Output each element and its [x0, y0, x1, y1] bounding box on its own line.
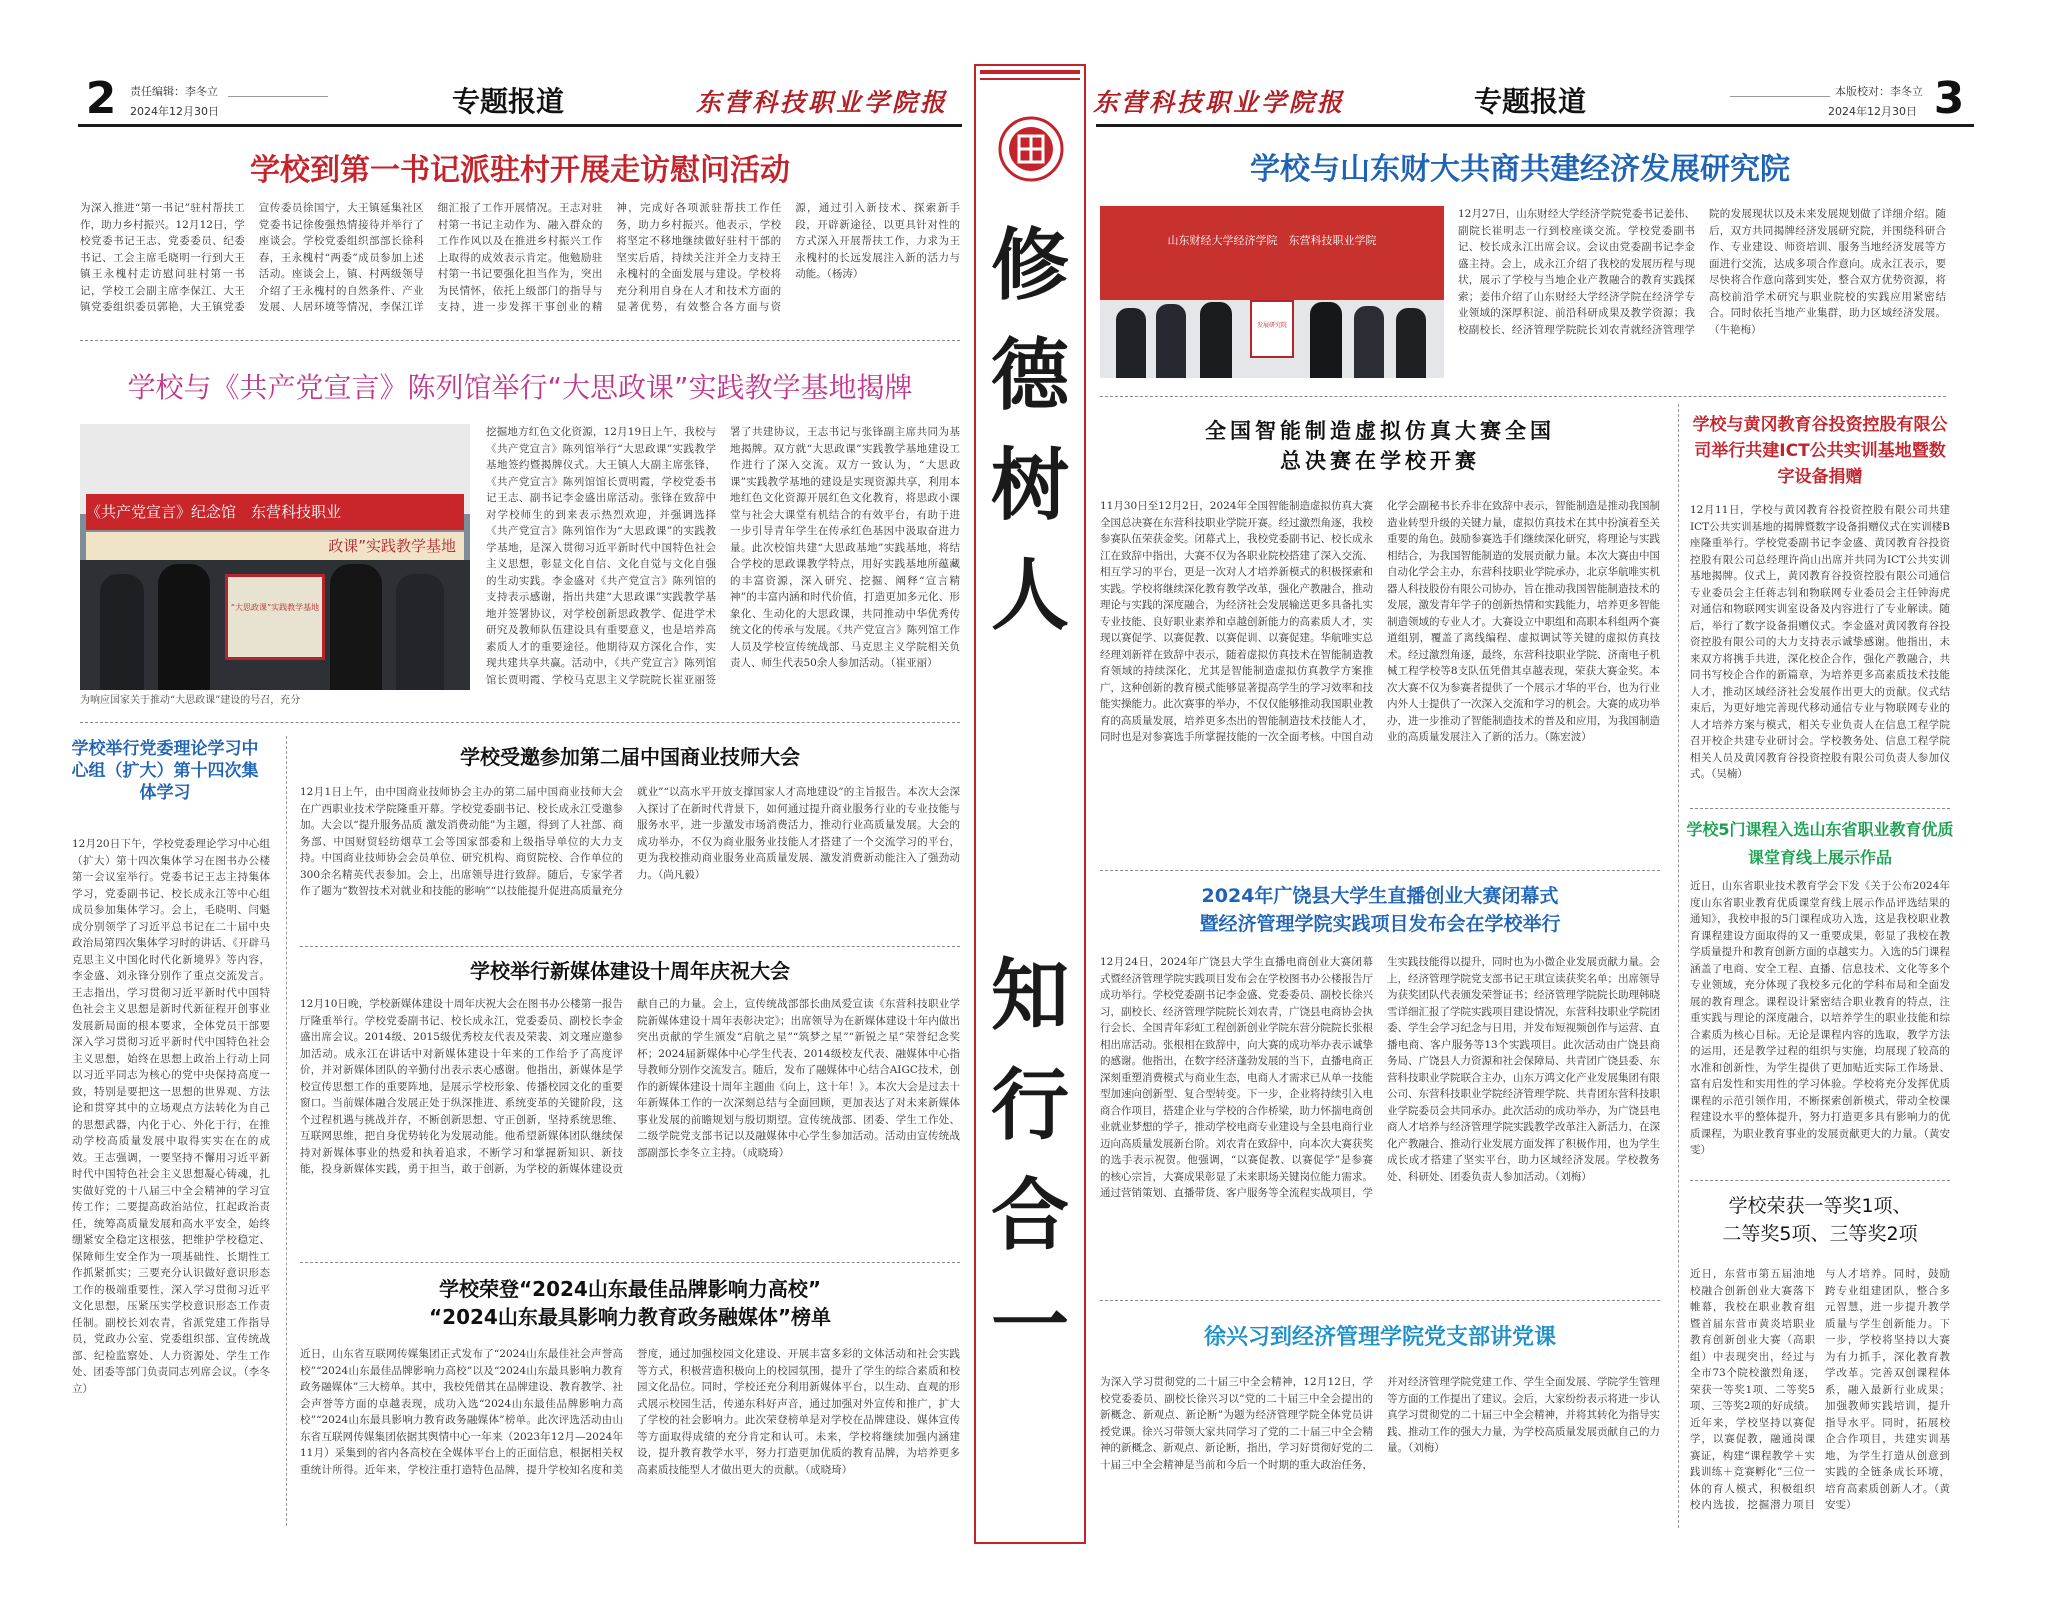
photo-banner: 山东财经大学经济学院 东营科技职业学院 — [1167, 234, 1377, 247]
article-body-c2: 近日，山东省职业技术教育学会下发《关于公布2024年度山东省职业教育优质课堂育线上展示作品评选结果的通知》，我校申报的5门课程成功入选，这是我校职业教育课程建设方面取得的又一重要成果，彰显了我校在教学质量提升和教育创新方面的卓越实力。入选的5门课程涵盖了电商、安全工程、直播、信息技术、文化等多个专业领域，充分体现了我校多元化的学科布局和全面发展的教育理念。课程设计紧密结合职业教育的特点，注重实践与理论的深度融合，以培养学生的职业技能和综合素质为核心目标。无论是课程内容的选取，教学方法的运用，还是教学过程的组织与实施，均展现了较高的水准和创新性，为学生提供了更加贴近实际工作场景、富有启发性和实用性的学习体验。学校将充分发挥优质课程的示范引领作用，不断探索创新模式，带动全校课程建设水平的整体提升，努力打造更多具有影响力的优质课程，为职业教育事业的发展贡献更大的力量。（黄安雯） — [1690, 880, 1950, 1156]
section-title-left: 专题报道 — [452, 85, 565, 118]
photo-plaque: “大思政课”实践教学基地 — [230, 603, 320, 612]
article-body-c3: 近日，东营市第五届油地校融合创新创业大赛落下帷幕，我校在职业教育组暨首届东营市黄炎培职业教育创新创业大赛（高职组）中表现突出，经过与全市73个院校激烈角逐，荣获一等奖1项、二等奖5项、三等奖2项的好成绩。近年来，学校坚持以赛促学，以赛促教，融通岗课赛证，构建“课程教学＋实践训练＋竞赛孵化”三位一体的育人模式，积极组织校内选拔，挖掘潜力项目与人才培养。同时，鼓励跨专业组建团队，整合多元智慧，进一步提升教学质量与学生创新能力。下一步，学校将坚持以大赛为有力抓手，深化教育教学改革。完善双创课程体系，融入最新行业成果；加强教师实践培训，提升指导水平。同时，拓展校企合作项目，共建实训基地，为学生打造从创意到实践的全链条成长环境，培育高素质创新人才。（黄安雯） — [1690, 1268, 1950, 1511]
editor-left: 责任编辑：李冬立 — [130, 85, 218, 98]
article-body-b2: 11月30日至12月2日，2024年全国智能制造虚拟仿真大赛全国总决赛在东营科技职业学院开赛。经过激烈角逐，我校参赛队伍荣获金奖。闭幕式上，我校党委副书记、校长成永江在致辞中指出，大赛不仅为各职业院校搭建了深入交流、相互学习的平台，更是一次对人才培养新模式的积极探索和实践。学校将继续深化教育教学改革，强化产教融合，推动理论与实践的深度融合，为经济社会发展输送更多具备扎实专业技能、良好职业素养和卓越创新能力的高素质人才，实现以赛促学、以赛促教、以赛促训、以赛促建。华航唯实总经理刘新祥在致辞中表示，随着虚拟仿真技术在智能制造教育领域的持续深化，尤其是智能制造虚拟仿真教学方案推广，这种创新的教育模式能够显著提高学生的学习效率和技能实操能力。此次赛事的举办，不仅仅能够推动我国职业教育的高质量发展，培养更多杰出的智能制造技术技能人才，同时也是对参赛选手所掌握技能的一次全面考核。中国自动化学会副秘书长乔非在致辞中表示，智能制造是推动我国制造业转型升级的关键力量，虚拟仿真技术在其中扮演着至关重要的角色。鼓励参赛选手们继续深化研究，将理论与实践相结合，为我国智能制造的发展贡献力量。本次大赛由中国自动化学会主办，东营科技职业学院承办，北京华航唯实机器人科技股份有限公司协办，旨在推动我国智能制造技术的发展，激发青年学子的创新热情和实践能力，培养更多智能制造领域的专业人才。大赛设立中职组和高职本科组两个赛道组别，覆盖了离线编程、虚拟调试等关键的虚拟仿真技术。经过激烈角逐，最终，东营科技职业学院、济南电子机械工程学校等8支队伍凭借其卓越表现，荣获大赛金奖。本次大赛不仅为参赛者提供了一个展示才华的平台，也为行业内外人士提供了一次深入交流和学习的机会。大赛的成功举办，进一步推动了智能制造技术的普及和应用，为我国制造业的高质量发展注入了新的活力。（陈宏波） — [1100, 500, 1660, 743]
spine-char: 行 — [990, 1061, 1069, 1151]
photo-plaque-unveiling — [80, 424, 470, 690]
masthead-left: 东营科技职业学院报 — [696, 88, 949, 117]
header-rule-right — [1096, 124, 1974, 127]
headline-b4: 徐兴习到经济管理学院党支部讲党课 — [1203, 1325, 1556, 1350]
headline-a6: 学校荣登“2024山东最佳品牌影响力高校” — [439, 1277, 821, 1301]
divider — [300, 1262, 960, 1263]
divider — [80, 722, 960, 723]
article-body-a2: 挖掘地方红色文化资源，12月19日上午，我校与《共产党宣言》陈列馆举行“大思政课”实践教学基地签约暨揭牌仪式。大王镇人大副主席张锋，《共产党宣言》陈列馆馆长贾明霞，学校党委书记王志、副书记李金盛出席活动。张锋在致辞中对学校师生的到来表示热烈欢迎，并强调选择《共产党宣言》陈列馆作为“大思政课”的实践教学基地，是深入贯彻习近平新时代中国特色社会主义思想，彰显文化自信、文化自觉与文化自强的生动实践。李金盛对《共产党宣言》陈列馆的支持表示感谢，指出共建“大思政课”实践教学基地并签署协议，对学校创新思政教学、促进学术研究及教师队伍建设具有重要意义，也是培养高素质人才的重要途径。他期待双方深化合作，实现共建共享共赢。活动中，《共产党宣言》陈列馆馆长贾明霞、学校马克思主义学院院长崔亚丽签署了共建协议，王志书记与张锋副主席共同为基地揭牌。双方就“大思政课”实践教学基地建设工作进行了深入交流。双方一致认为，“大思政课”实践教学基地的建设是实现资源共享，利用本地红色文化资源开展红色文化教育，将思政小课堂与社会大课堂有机结合的有效平台，有助于进一步引导青年学生在传承红色基因中汲取奋进力量。此次校馆共建“大思政基地”实践基地，将结合学校的思政课教学特点，用好实践基地所蕴藏的丰富资源，深入研究、挖掘、阐释“宣言精神”的丰富内涵和时代价值，打造更加多元化、形象化、生动化的大思政课，共同推动中华优秀传统文化的传承与发展。《共产党宣言》陈列馆工作人员及学校宣传统战部、马克思主义学院相关负责人、师生代表50余人参加活动。（崔亚丽） — [486, 426, 960, 686]
photo-banner: 政课”实践教学基地 — [86, 532, 464, 560]
spine-char: 合 — [990, 1171, 1069, 1261]
headline-c2: 学校5门课程入选山东省职业教育优质课堂育线上展示作品 — [1686, 820, 1954, 867]
divider — [1678, 404, 1679, 1528]
photo-banner: 《共产党宣言》纪念馆 东营科技职业 — [86, 494, 464, 530]
spine-char: 知 — [990, 951, 1069, 1041]
divider — [1100, 1300, 1660, 1301]
divider — [1730, 96, 1830, 97]
article-body-b1: 12月27日，山东财经大学经济学院党委书记姜伟、副院长崔明志一行到校座谈交流。学校党委副书记、校长成永江出席会议。会议由党委副书记李金盛主持。会上，成永江介绍了我校的发展历程与现状，展示了学校与当地企业产教融合的教育实践探索；姜伟介绍了山东财经大学经济学院在经济学专业领域的深厚积淀、前沿科研成果及教学资源；我校副校长、经济管理学院院长刘农青就经济管理学院的发展现状以及未来发展规划做了详细介绍。随后，双方共同揭牌经济发展研究院，并围绕科研合作、专业建设、师资培训、服务当地经济发展等方面进行交流，达成多项合作意向。成永江表示，要尽快将合作意向落到实处，整合双方优势资源，将高校前沿学术研究与职业院校的实践应用紧密结合。同时依托当地产业集群，助力区域经济发展。（牛艳梅） — [1458, 208, 1946, 336]
school-logo-icon — [998, 116, 1064, 182]
spine-char: 人 — [990, 551, 1069, 641]
article-body-c1: 12月11日，学校与黄冈教育谷投资控股有限公司共建ICT公共实训基地的揭牌暨数字设备捐赠仪式在实训楼B座隆重举行。学校党委副书记李金盛、黄冈教育谷投资控股有限公司总经理许尚山出席并共同为ICT公共实训基地揭牌。仪式上，黄冈教育谷投资控股有限公司通信专业委员会主任蒋志钊和物联网专业委员会主任钟海虎对通信和物联网实训室设备及内容进行了专业解读。随后，举行了数字设备捐赠仪式。李金盛对黄冈教育谷投资控股有限公司的大力支持表示诚挚感谢。他指出，未来双方将携手共进，深化校企合作，强化产教融合，共同书写校企合作的新篇章，为培养更多高素质技术技能人才，推动区域经济社会发展作出更大的贡献。仪式结束后，为更好地完善现代移动通信专业与物联网专业的人才培养方案与模式，相关专业负责人在信息工程学院召开校企共建专业研讨会。学校教务处、信息工程学院相关人员及黄冈教育谷投资控股有限公司负责人参加仪式。（吴楠） — [1690, 504, 1950, 780]
article-body-a3: 12月20日下午，学校党委理论学习中心组（扩大）第十四次集体学习在图书办公楼第一会议室举行。党委书记王志主持集体学习，党委副书记、校长成永江等中心组成员参加集体学习。会上，毛晓明、闫魁成分别领学了习近平总书记在二十届中央政治局第四次集体学习时的讲话、《开辟马克思主义中国化时代化新境界》等内容，李金盛、刘永锋分别作了重点交流发言。王志指出，学习贯彻习近平新时代中国特色社会主义思想是新时代新征程开创事业发展新局面的根本要求，全体党员干部要深入学习贯彻习近平新时代中国特色社会主义思想，始终在思想上政治上行动上同以习近平同志为核心的党中央保持高度一致，特别是要把这一思想的世界观、方法论和贯穿其中的立场观点方法转化为自己的思想武器，内化于心、外化于行，在推动学校高质量发展中取得实实在在的成效。王志强调，一要坚持不懈用习近平新时代中国特色社会主义思想凝心铸魂，扎实做好党的十八届三中全会精神的学习宣传工作；二要提高政治站位，扛起政治责任，统筹高质量发展和高水平安全，始终绷紧安全稳定这根弦，把维护学校稳定、保障师生安全作为一项基础性、长期性工作抓紧抓实；三要充分认识做好意识形态工作的极端重要性，深入学习贯彻习近平文化思想，压紧压实学校意识形态工作责任制。副校长刘农青，省派党建工作指导员，党政办公室、党委组织部、宣传统战部、纪检监察处、人力资源处、学生工作处、团委等部门负责同志列席会议。（李冬立） — [72, 838, 270, 1395]
headline-c3: 二等奖5项、三等奖2项 — [1722, 1223, 1918, 1245]
headline-b1: 学校与山东财大共商共建经济发展研究院 — [1250, 152, 1790, 187]
spine-char: 修 — [990, 221, 1069, 311]
headline-b3: 2024年广饶县大学生直播创业大赛闭幕式 — [1201, 885, 1559, 907]
article-body-b3: 12月24日，2024年广饶县大学生直播电商创业大赛闭幕式暨经济管理学院实践项目发布会在学校图书办公楼报告厅成功举行。学校党委副书记李金盛、党委委员、副校长徐兴习，副校长、经济管理学院院长刘农青，广饶县电商协会执行会长、全国青年彩虹工程创新创业学院东营分院院长张根相出席活动。张根相在致辞中，向大赛的成功举办表示诚挚的感谢。他指出，在数字经济蓬勃发展的当下，直播电商正深刻重塑消费模式与商业生态，电商人才需求已从单一技能型加速向创新型、复合型转变。下一步，企业将持续引入电商合作项目，搭建企业与学校的合作桥梁，助力怀揣电商创业就业梦想的学子，推动学校电商专业建设与全县电商行业迈向高质量发展新台阶。刘农青在致辞中，向本次大赛获奖的选手表示祝贺。他强调，“以赛促教、以赛促学”是参赛的核心宗旨，大赛成果彰显了未来职场关键岗位能力需求。通过营销策划、直播带货、客户服务等全流程实战项目，学生实践技能得以提升，同时也为小微企业发展贡献力量。会上，经济管理学院党支部书记王琪宣读获奖名单；出席领导为获奖团队代表颁发荣誉证书；经济管理学院院长助理韩晓雪详细汇报了学院实践项目建设情况，东营科技职业学院团委、学生会学习纪念与日用，并发布短视频创作与运营、直播电商、客户服务等13个实践项目。此次活动由广饶县商务局、广饶县人力资源和社会保障局、共青团广饶县委、东营科技职业学院联合主办，山东万鸿文化产业发展集团有限公司、东营科技职业学院经济管理学院、共青团东营科技职业学院委员会共同承办。此次活动的成功举办，为广饶县电商人才培养与经济管理学院实践教学改革注入新活力，在深化产教融合、推动行业发展方面发挥了积极作用，也为学生成长成才搭建了坚实平台，助力区域经济发展。学校教务处、科研处、团委负责人参加活动。（刘梅） — [1100, 956, 1660, 1199]
spine-top-bar — [980, 78, 1080, 80]
article-body-a4: 12月1日上午，由中国商业技师协会主办的第二届中国商业技师大会在广西职业技术学院隆重开幕。学校党委副书记、校长成永江受邀参加。大会以“提升服务品质 激发消费动能”为主题，得到了人社部、商务部、中国财贸轻纺烟草工会等国家部委和上级指导单位的大力支持。中国商业技师协会会员单位、研究机构、商贸院校、合作单位的300余名精英代表参加。会上，出席领导进行致辞。随后，专家学者作了题为“数智技术对就业和技能的影响”“以技能提升促进高质量充分就业”“以高水平开放支撑国家人才高地建设”的主旨报告。本次大会深入探讨了在新时代背景下，如何通过提升商业服务行业的专业技能与服务水平，进一步激发市场消费活力，推动行业高质量发展。大会的成功举办，不仅为商业服务业技能人才搭建了一个交流学习的平台，更为我校推动商业服务业高质量发展、激发消费新动能注入了强劲动力。（尚凡毅） — [300, 786, 960, 897]
article-body-a1: 为深入推进“第一书记”驻村帮扶工作，助力乡村振兴。12月12日，学校党委书记王志、党委委员、纪委书记、工会主席毛晓明一行到大王镇王永槐村走访慰问驻村第一书记，学校工会副主席李保江、大王镇党委组织委员郭艳，大王镇党委宣传委员徐国宁，大王镇延集社区党委书记徐俊强热情接待并举行了座谈会。学校党委组织部部长徐科春，王永槐村“两委”成员参加上述活动。座谈会上，镇、村两级领导介绍了王永槐村的自然条件、产业发展、人居环境等情况，李保江详细汇报了工作开展情况。王志对驻村第一书记主动作为、融入群众的工作作风以及在推进乡村振兴工作上取得的成效表示肯定。他勉励驻村第一书记要强化担当作为，突出为民情怀，依托上级部门的指导与支持，进一步发挥干事创业的精神，完成好各项派驻帮扶工作任务，助力乡村振兴。他表示，学校将坚定不移地继续做好驻村干部的坚实后盾，持续关注并全力支持王永槐村的全面发展与建设。学校将充分利用自身在人才和技术方面的显著优势，有效整合各方面与资源，通过引入新技术、探索新手段，开辟新途径，以更具针对性的方式深入开展帮扶工作，力求为王永槐村的长远发展注入新的活力与动能。（杨涛） — [80, 202, 960, 313]
headline-b2: 总决赛在学校开赛 — [1280, 448, 1480, 473]
headline-c3: 学校荣获一等奖1项、 — [1728, 1195, 1912, 1217]
headline-c1: 学校与黄冈教育谷投资控股有限公司举行共建ICT公共实训基地暨数字设备捐赠 — [1692, 415, 1948, 487]
spine-char: 一 — [990, 1281, 1069, 1371]
center-spine — [974, 64, 1086, 1544]
divider — [80, 340, 960, 341]
divider — [286, 736, 287, 1526]
photo-signing — [1100, 206, 1444, 378]
article-body-a6: 近日，山东省互联网传媒集团正式发布了“2024山东最佳社会声誉高校”“2024山东最佳品牌影响力高校”以及“2024山东最具影响力教育政务融媒体”三大榜单。其中，我校凭借其在品牌建设、教育教学、社会声誉等方面的卓越表现，成功入选“2024山东最佳品牌影响力高校”“2024山东最具影响力教育政务融媒体”榜单。此次评选活动由山东省互联网传媒集团依据其舆情中心一年来（2023年12月—2024年11月）采集到的省内各高校在全媒体平台上的正面信息，根据相关权重统计所得。近年来，学校注重打造特色品牌，提升学校知名度和美誉度，通过加强校园文化建设、开展丰富多彩的文体活动和社会实践等方式，积极营造积极向上的校园氛围，提升了学生的综合素质和校园文化品位。同时，学校还充分利用新媒体平台，以生动、直观的形式展示校园生活，传递东科好声音，通过加强对外宣传和推广，扩大了学校的社会影响力。此次荣登榜单是对学校在品牌建设、媒体宣传等方面取得成绩的充分肯定和认可。未来，学校将继续加强内涵建设，提升教育教学水平，努力打造更加优质的教育品牌，为培养更多高素质技能型人才做出更大的贡献。（成晓琦） — [300, 1348, 960, 1476]
divider — [1100, 870, 1660, 871]
article-body-a5: 12月10日晚，学校新媒体建设十周年庆祝大会在图书办公楼第一报告厅隆重举行。学校党委副书记、校长成永江，党委委员、副校长李金盛出席会议。2014级、2015级优秀校友代表及荣裴、刘文瑾应邀参加活动。成永江在讲话中对新媒体建设十年来的工作给予了高度评价，并对新媒体团队的辛勤付出表示衷心感谢。他指出，新媒体是学校宣传思想工作的重要阵地，是展示学校形象、传播校园文化的重要窗口。当前媒体融合发展正处于纵深推进、系统变革的关键阶段，这个过程机遇与挑战并存，不断创新思想、守正创新，坚持系统思维、互联网思维，把自身优势转化为发展动能。他希望新媒体团队继续保持对新媒体事业的热爱和执着追求，不断学习和掌握新知识、新技能，投身新媒体实践，勇于担当，敢于创新，为学校的新媒体建设贡献自己的力量。会上，宣传统战部部长曲凤爱宣读《东营科技职业学院新媒体建设十周年表彰决定》；出席领导为在新媒体建设十年内做出突出贡献的学生颁发“启航之星”“筑梦之星”“新锐之星”荣誉纪念奖杯；2024届新媒体中心学生代表、2014级校友代表、融媒体中心指导教师分别作交流发言。随后，发布了融媒体中心结合AIGC技术，创作的新媒体建设十周年主题曲《向上，这十年！》。本次大会是过去十年新媒体工作的一次深刻总结与全面回顾，更加表达了对未来新媒体事业发展的前瞻规划与殷切期望。宣传统战部、团委、学生工作处、二级学院党支部书记以及融媒体中心学生参加活动。活动由宣传统战部副部长李冬立主持。（成晓琦） — [300, 998, 960, 1175]
divider — [1690, 1180, 1950, 1181]
spine-char: 德 — [990, 331, 1069, 421]
headline-b2: 全国智能制造虚拟仿真大赛全国 — [1205, 418, 1555, 443]
spine-char: 树 — [990, 441, 1069, 531]
divider — [228, 96, 328, 97]
masthead-right: 东营科技职业学院报 — [1093, 88, 1346, 117]
article-body-b4: 为深入学习贯彻党的二十届三中全会精神，12月12日，学校党委委员、副校长徐兴习以“党的二十届三中全会提出的新概念、新观点、新论断”为题为经济管理学院全体党员讲授党课。徐兴习带领大家共同学习了党的二十届三中全会精神的新概念、新观点、新论断，指出，学习好贯彻好党的二十届三中全会精神是当前和今后一个时期的重大政治任务，并对经济管理学院党建工作、学生全面发展、学院学生管理等方面的工作提出了建议。会后，大家纷纷表示将进一步认真学习贯彻党的二十届三中全会精神，并将其转化为指导实践、推动工作的强大力量，为学校高质量发展贡献自己的力量。（刘梅） — [1100, 1376, 1660, 1471]
headline-a1: 学校到第一书记派驻村开展走访慰问活动 — [250, 153, 790, 188]
photo-caption-a2: 为响应国家关于推动“大思政课”建设的号召，充分 — [80, 695, 301, 706]
headline-a6: “2024山东最具影响力教育政务融媒体”榜单 — [429, 1305, 831, 1329]
headline-a3: 学校举行党委理论学习中心组（扩大）第十四次集体学习 — [71, 739, 259, 804]
photo-plaque: 发展研究院 — [1256, 322, 1287, 329]
editor-right: 本版校对：李冬立 — [1835, 85, 1923, 98]
spine-top-bar — [980, 70, 1080, 74]
page-number-right: 3 — [1933, 73, 1965, 124]
headline-b3: 暨经济管理学院实践项目发布会在学校举行 — [1199, 913, 1561, 935]
divider — [1100, 396, 1946, 397]
header-rule-left — [78, 124, 962, 127]
section-title-right: 专题报道 — [1474, 85, 1587, 118]
date-left: 2024年12月30日 — [130, 105, 219, 118]
divider — [1690, 808, 1950, 809]
date-right: 2024年12月30日 — [1828, 105, 1917, 118]
divider — [300, 946, 960, 947]
headline-a2: 学校与《共产党宣言》陈列馆举行“大思政课”实践教学基地揭牌 — [127, 371, 913, 404]
headline-a5: 学校举行新媒体建设十周年庆祝大会 — [470, 959, 790, 983]
page-number-left: 2 — [85, 73, 117, 124]
headline-a4: 学校受邀参加第二届中国商业技师大会 — [460, 745, 800, 769]
